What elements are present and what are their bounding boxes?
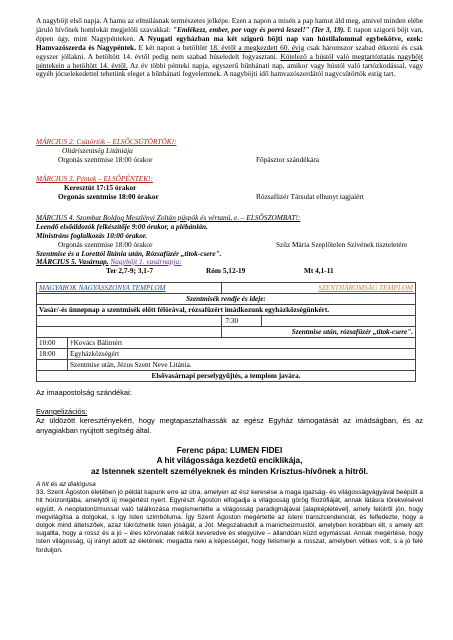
- evangelization-text: Az üldözött keresztényekért, hogy megtapasztalhassák az egész Egyház támogatását az imádságban, és az anyagiakban nyújtott segítség által.: [36, 416, 423, 435]
- apostolate-heading: Az imaapostolság szándékai:: [36, 388, 132, 397]
- march-5-section: [36, 258, 423, 276]
- time-cell-730: [222, 316, 416, 327]
- march-2-section: [36, 138, 423, 165]
- empty-time-cell: [37, 360, 68, 371]
- march-4-intention: Szűz Mária Szeplőtelen Szívének tiszteletére: [276, 239, 408, 249]
- evangelization-heading: Evangelizációs:: [36, 407, 88, 416]
- litany-note: Szentmise után, Jézus Szent Neve Litánia.: [68, 360, 416, 371]
- dialogue-section: [36, 481, 423, 555]
- intro-age-range: 18. évtől a megkezdett 60. évig: [209, 42, 305, 52]
- ash-wednesday-paragraph: [36, 17, 423, 79]
- intention-1000: †Kovács Bálintért: [68, 338, 416, 349]
- reading-2: Róm 5,12-19: [206, 265, 246, 275]
- intro-bold-fasting: A Nyugati egyházban ma két szigorú böjti nap van hústilalommal egybekötve, ezek: Hamvazószerda és Nagypéntek.: [36, 33, 423, 52]
- reading-3: Mt 4,1-11: [304, 265, 334, 275]
- intro-text-3: E két napon a betöltött: [136, 42, 210, 52]
- intro-text-5: Az év többi pénteki napja, egyszerű bűnbánati nap, amikor vagy hústól való tartózkodással, vagy egyéb jócselekedettel tehetünk eleget a bűnbánati fegyelemnek. A nagyböjti idő hamvazószerdától nagycsütörtök estig tart.: [36, 60, 423, 79]
- encyclical-title: Ferenc pápa: LUMEN FIDEI: [176, 446, 283, 455]
- march-3-heading: MÁRCIUS 3. Péntek – ELSŐPÉNTEK!:: [36, 174, 153, 183]
- church-1-name: MAGYAROK NAGYASSZONYA TEMPLOM: [37, 283, 222, 294]
- time-1000: 10:00: [37, 338, 68, 349]
- intention-1800: Egyházközségért: [68, 349, 416, 360]
- time-1800: 18:00: [37, 349, 68, 360]
- march-4-heading: MÁRCIUS 4. Szombat Boldog Meszlényi Zoltán püspök és vértanú, e. – ELSŐSZOMBAT!:: [36, 213, 301, 222]
- encyclical-block: [36, 446, 423, 477]
- march-4-ministrants: Ministráns foglalkozás 10:00 órakor.: [36, 230, 148, 240]
- march-2-intention: Főpásztor szándékára: [256, 154, 320, 164]
- intro-meat-rule: Kötelező a hústól való megtartóztatás nagyböjt péntekein a betöltött 14. évtől.: [36, 51, 423, 70]
- dialogue-heading: A hit és az dialógusa: [36, 481, 96, 488]
- march-3-stations: Keresztút 17:15 órakor: [64, 182, 137, 192]
- empty-cell-2: [37, 327, 222, 338]
- intro-quote: "Emlékezz, ember, por vagy és porrá leszel!" (Ter 3, 19).: [172, 24, 346, 34]
- rosary-notice: Vasár/-és ünnepnap a szentmisék előtt félórával, rózsafüzért imádkozunk egyházközségünkért.: [37, 305, 416, 316]
- march-2-mass: Orgonás szentmise 18:00 órakor: [58, 154, 153, 164]
- march-4-mass: Orgonás szentmise 18:00 órakor: [58, 239, 153, 249]
- march-3-section: [36, 175, 423, 202]
- intro-text-2: E napon szigorú böjt van, éppen úgy, mint Nagypénteken.: [36, 24, 423, 43]
- rosary-exchange: Szentmise után, rózsafüzér „titok-csere".: [222, 327, 416, 338]
- church-2-name: SZENTHÁROMSÁG TEMPLOM: [222, 283, 416, 294]
- encyclical-subtitle: A hit világossága kezdetű enciklikája,: [156, 456, 303, 466]
- time-730: 7:30: [222, 316, 262, 326]
- mass-order-title: Szentmisék rendje és ideje:: [37, 294, 416, 305]
- march-3-intention: Rózsafüzér Társulat elhunyt tagjaiért: [256, 191, 364, 201]
- collection-note: Elsővasárnapi perselygyűjtés, a templom javára.: [37, 371, 416, 382]
- evangelization-section: [36, 407, 423, 435]
- march-2-heading: MÁRCIUS 2. Csütörtök – ELSŐCSÜTÖRTÖK!:: [36, 137, 177, 146]
- reading-1: Ter 2,7-9; 3,1-7: [106, 265, 154, 275]
- march-5-subtitle: Nagyböjt 1. vasárnapja:: [110, 257, 182, 266]
- mass-schedule-table: [36, 282, 416, 382]
- march-4-first-communion: Leendő elsőáldozók felkészítője 9:00 órakor, a plébánián.: [36, 221, 208, 231]
- march-4-section: [36, 214, 423, 259]
- encyclical-dedication: az Istennek szentelt személyeknek és minden Krisztus-hívőnek a hitről.: [90, 466, 369, 476]
- empty-cell: [37, 316, 222, 327]
- intro-text-1: A nagyböjt első napja. A hamu az elmúlásnak természetes jelképe. Ezen a napon a misén a pap hamut áld meg, amivel minden elébe járuló hívőnek homlokát megjelöli szavakkal:: [36, 16, 423, 34]
- dialogue-text: 33. Szent Ágoston életében jó példát kapunk erre az útra, amelyen az ész keresése a maga igazság- és világosságvágyával beépült a hit horizontjába, amelytől új megértést nyert. Egyrészt Ágoston elfogadja a világosság görög filozófiáját, annak látásra törekvésével együtt. A neoplatonizmussal való találkozása megismertette a világosság paradigmájával [alapképletével], amely felülről jön, hogy megvilágítsa a dolgokat, s így Isten szimbóluma. Így Szent Ágoston megértette az isteni transzcendenciát, és felfedezte, hogy a dolgok mind áttetszőek, azaz tükrözhetik Isten jóságát, a Jót. Megszabadult a manicheizmustól, amelyben korábban élt, s amely azt sugallta, hogy a rossz és a jó – éles körvonalak nélkül keveredve és elegyülve – állandóan küzd egymással. Annak megértése, hogy Isten világosság, új irányt adott az életének: megadta neki a képességet, hogy felismerje a rosszat, amelyben vétkes volt, s a jó felé forduljon.: [36, 489, 423, 554]
- march-5-heading: MÁRCIUS 5. Vasárnap.: [36, 257, 109, 266]
- march-2-subtitle: Oltáriszentség Litániája: [62, 145, 133, 155]
- march-3-mass: Orgonás szentmise 18:00 órakor: [58, 191, 159, 201]
- march-4-rosary: Szentmise és a Lorettói litánia után, Rózsafüzér „titok-csere".: [36, 248, 222, 258]
- intro-text-4: csak háromszor szabad étkezni és csak egyszer jóllakni. A betöltött 14. évtől pedig nem szabad húseledelt fogyasztani.: [36, 42, 423, 61]
